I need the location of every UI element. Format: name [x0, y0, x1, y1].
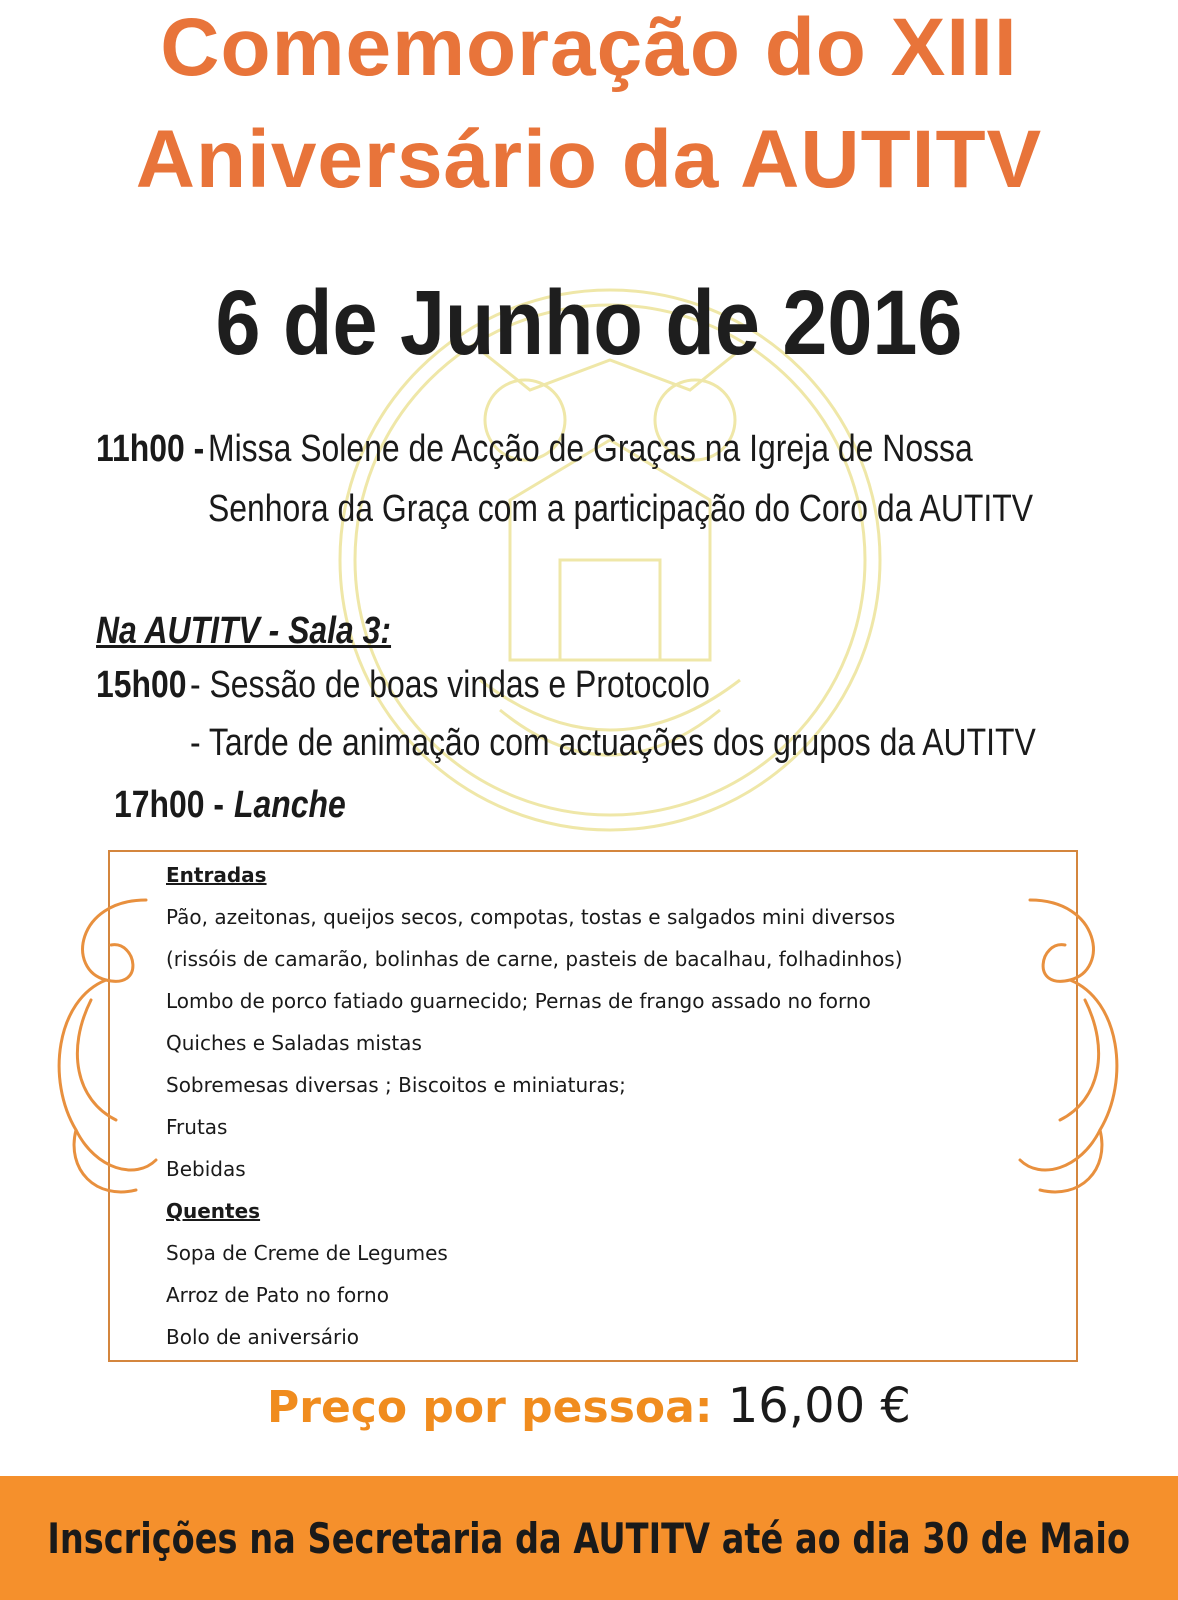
menu-heading-entradas: Entradas [166, 863, 267, 887]
menu-item: Sopa de Creme de Legumes [166, 1241, 448, 1265]
schedule-item1-continuation: Senhora da Graça com a participação do Coro da AUTITV [208, 488, 1034, 530]
price-amount: 16,00 € [727, 1378, 911, 1434]
footer-text: Inscrições na Secretaria da AUTITV até ao dia 30 de Maio [47, 1513, 1131, 1563]
page-title-line2: Aniversário da AUTITV [135, 114, 1043, 205]
menu-item: (rissóis de camarão, bolinhas de carne, pasteis de bacalhau, folhadinhos) [166, 947, 903, 971]
page-title-line1: Comemoração do XIII [160, 2, 1018, 93]
schedule-item1-text: Missa Solene de Acção de Graças na Igreja de Nossa [208, 428, 973, 470]
flourish-left-icon [36, 880, 166, 1210]
menu-item: Arroz de Pato no forno [166, 1283, 389, 1307]
menu-heading-quentes: Quentes [166, 1199, 261, 1223]
flourish-right-icon [1010, 880, 1140, 1210]
menu-item: Bolo de aniversário [166, 1325, 360, 1349]
menu-item: Sobremesas diversas ; Biscoitos e miniaturas; [166, 1073, 626, 1097]
menu-item: Pão, azeitonas, queijos secos, compotas, tostas e salgados mini diversos [166, 905, 896, 929]
schedule-item3-text: Lanche [234, 784, 346, 826]
schedule-item2-time: 15h00 [96, 664, 187, 706]
event-date: 6 de Junho de 2016 [215, 272, 963, 374]
menu-item: Frutas [166, 1115, 228, 1139]
menu-item: Bebidas [166, 1157, 246, 1181]
schedule-item2-continuation: - Tarde de animação com actuações dos grupos da AUTITV [190, 722, 1036, 764]
price-line [0, 1378, 1178, 1436]
schedule-item1-time: 11h00 - [96, 428, 205, 470]
schedule-item3-time: 17h00 - [114, 784, 225, 826]
menu-item: Quiches e Saladas mistas [166, 1031, 422, 1055]
menu-item: Lombo de porco fatiado guarnecido; Pernas de frango assado no forno [166, 989, 871, 1013]
price-label: Preço por pessoa: [267, 1382, 713, 1433]
schedule-item2-text: - Sessão de boas vindas e Protocolo [190, 664, 710, 706]
footer-banner [0, 1476, 1178, 1600]
venue-heading: Na AUTITV - Sala 3: [96, 610, 392, 652]
